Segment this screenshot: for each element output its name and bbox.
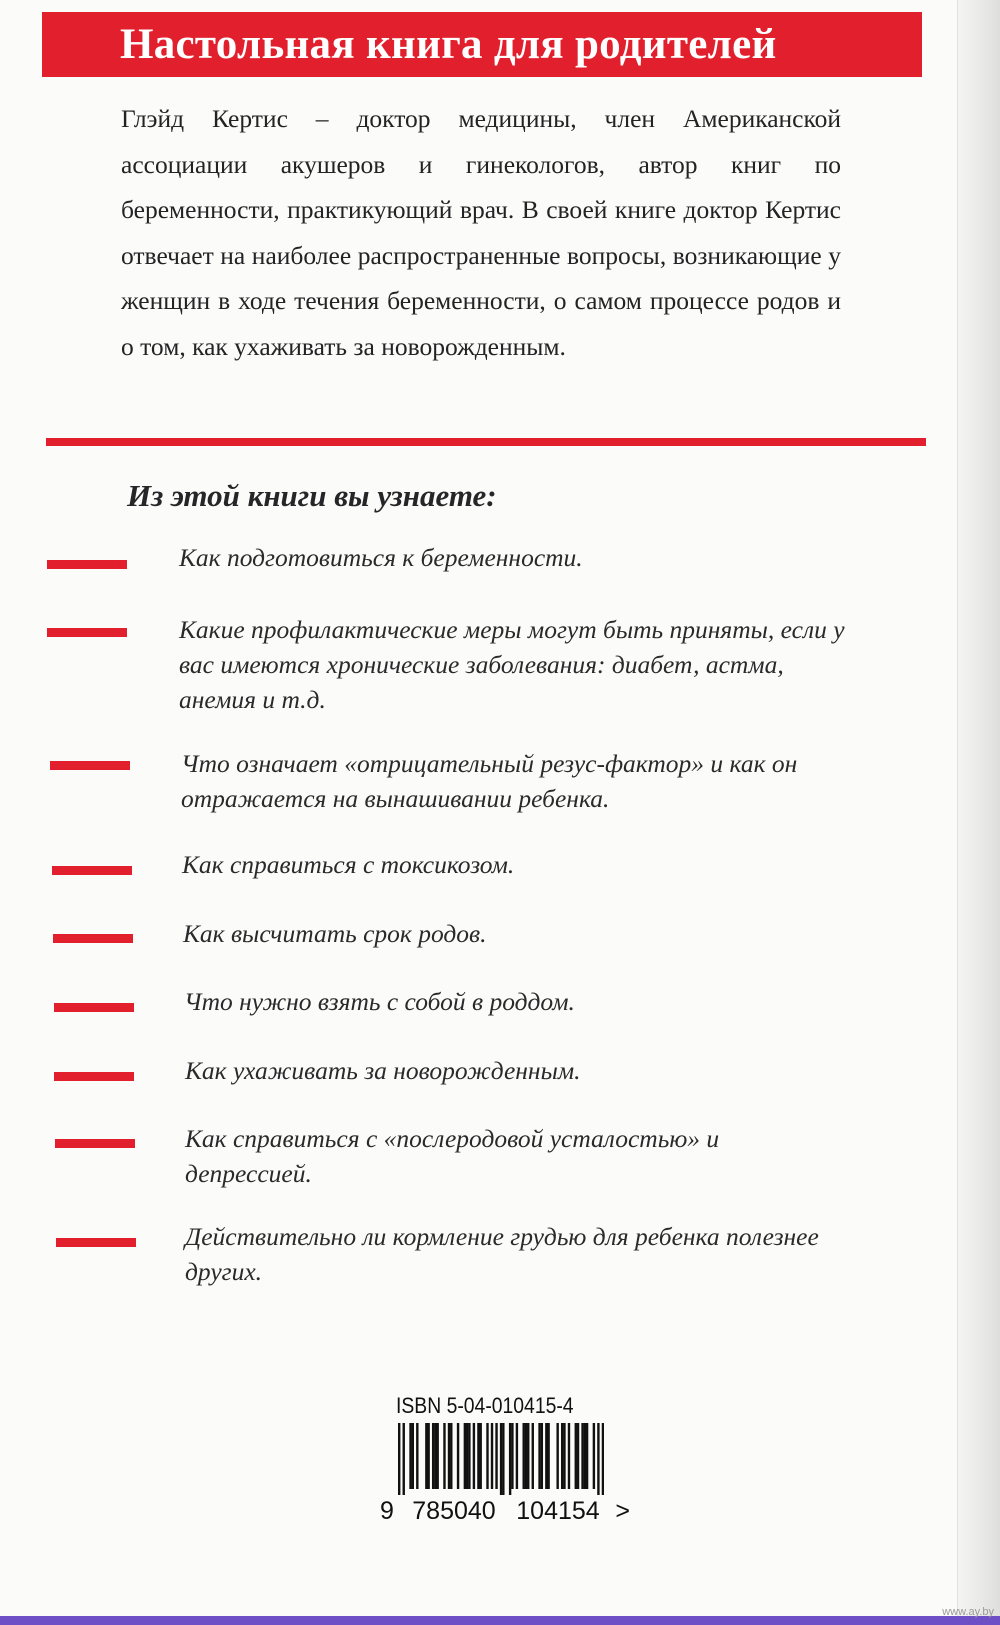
barcode-bar [450, 1423, 452, 1489]
isbn-barcode [380, 1393, 630, 1529]
barcode-bar [425, 1423, 427, 1489]
barcode-bar [436, 1423, 438, 1489]
barcode-bar [412, 1423, 414, 1489]
barcode-bar [457, 1423, 459, 1489]
list-item-text: Как ухаживать за новорожденным. [185, 1056, 581, 1085]
red-divider [46, 438, 926, 446]
barcode-bar [538, 1423, 540, 1489]
list-item-text: Действительно ли кормление грудью для ребенка полезнее других. [185, 1222, 819, 1286]
barcode-bar [427, 1423, 429, 1489]
list-item-text: Что означает «отрицательный резус-фактор» и как он отражается на вынашивании ребенка. [181, 749, 798, 813]
barcode-bar [597, 1423, 599, 1495]
list-item-text: Как справиться с «послеродовой усталостью» и депрессией. [185, 1124, 720, 1188]
barcode-quiet-zone-mark: > [615, 1497, 630, 1525]
barcode-bar [577, 1423, 579, 1489]
barcode-bar [586, 1423, 588, 1489]
barcode-bar [409, 1423, 411, 1489]
barcode-bar [448, 1423, 450, 1489]
list-heading: Из этой книги вы узнаете: [127, 478, 497, 513]
barcode-bar [398, 1423, 400, 1495]
red-dash-bullet [50, 761, 130, 770]
barcode-bars [398, 1423, 604, 1495]
barcode-bar [491, 1423, 493, 1489]
list-item-text: Как подготовиться к беременности. [179, 543, 583, 572]
barcode-bar [525, 1423, 527, 1489]
barcode-bar [432, 1423, 434, 1489]
red-dash-bullet [52, 866, 132, 875]
barcode-bar [403, 1423, 405, 1495]
cover-edge [957, 0, 1000, 1625]
barcode-bar [602, 1423, 604, 1495]
barcode-digits [380, 1497, 630, 1525]
title-banner [42, 12, 922, 77]
red-dash-bullet [55, 1139, 135, 1148]
barcode-bar [479, 1423, 481, 1489]
barcode-bar [477, 1423, 479, 1489]
barcode-digit-group-left: 785040 [412, 1497, 496, 1525]
barcode-bar [516, 1423, 518, 1489]
barcode-bar [593, 1423, 595, 1489]
barcode-bar [523, 1423, 525, 1489]
barcode-bar [502, 1423, 504, 1495]
barcode-bar [547, 1423, 549, 1489]
book-title: Настольная книга для родителей [120, 21, 777, 68]
barcode-bar [563, 1423, 565, 1489]
intro-paragraph: Глэйд Кертис – доктор медицины, член Американской ассоциации акушеров и гинекологов, автор книг по беременности, практикующий врач. В своей книге доктор Кертис отвечает на наиболее распространенные вопросы, возникающие у женщин в ходе течения беременности, о самом процессе родов и о том, как ухаживать за новорожденным. [121, 104, 841, 361]
barcode-bar [568, 1423, 570, 1489]
watermark: www.ay.by [942, 1606, 994, 1618]
barcode-bar [556, 1423, 558, 1489]
red-dash-bullet [54, 1072, 134, 1081]
barcode-bar [434, 1423, 436, 1489]
red-dash-bullet [56, 1238, 136, 1247]
red-dash-bullet [47, 560, 127, 569]
barcode-bar [443, 1423, 445, 1489]
barcode-bar [466, 1423, 468, 1489]
barcode-bar [575, 1423, 577, 1489]
barcode-bar [561, 1423, 563, 1489]
barcode-bar [500, 1423, 502, 1495]
list-item-text: Что нужно взять с собой в роддом. [184, 987, 575, 1016]
barcode-bar [511, 1423, 513, 1489]
red-dash-bullet [47, 628, 127, 637]
barcode-digit-group-right: 104154 [516, 1497, 600, 1525]
barcode-bar [464, 1423, 466, 1489]
barcode-bar [468, 1423, 470, 1489]
list-item-text: Как справиться с токсикозом. [182, 850, 515, 879]
barcode-bar [532, 1423, 534, 1489]
scan-edge-strip [0, 1616, 1000, 1625]
red-dash-bullet [53, 934, 133, 943]
barcode-bar [545, 1423, 547, 1489]
barcode-bar [486, 1423, 488, 1489]
barcode-bar [584, 1423, 586, 1489]
barcode-bar [416, 1423, 418, 1489]
barcode-bar [581, 1423, 583, 1489]
barcode-bar [541, 1423, 543, 1489]
barcode-bar [473, 1423, 475, 1489]
red-dash-bullet [54, 1003, 134, 1012]
list-item-text: Какие профилактические меры могут быть приняты, если у вас имеются хронические заболевания: диабет, астма, анемия и т.д. [179, 615, 845, 714]
barcode-digit-first: 9 [380, 1497, 394, 1525]
barcode-bar [527, 1423, 529, 1489]
barcode-bar [509, 1423, 511, 1495]
list-item-text: Как высчитать срок родов. [183, 919, 487, 948]
isbn-label: ISBN 5-04-010415-4 [396, 1393, 574, 1418]
barcode-bar [495, 1423, 497, 1489]
